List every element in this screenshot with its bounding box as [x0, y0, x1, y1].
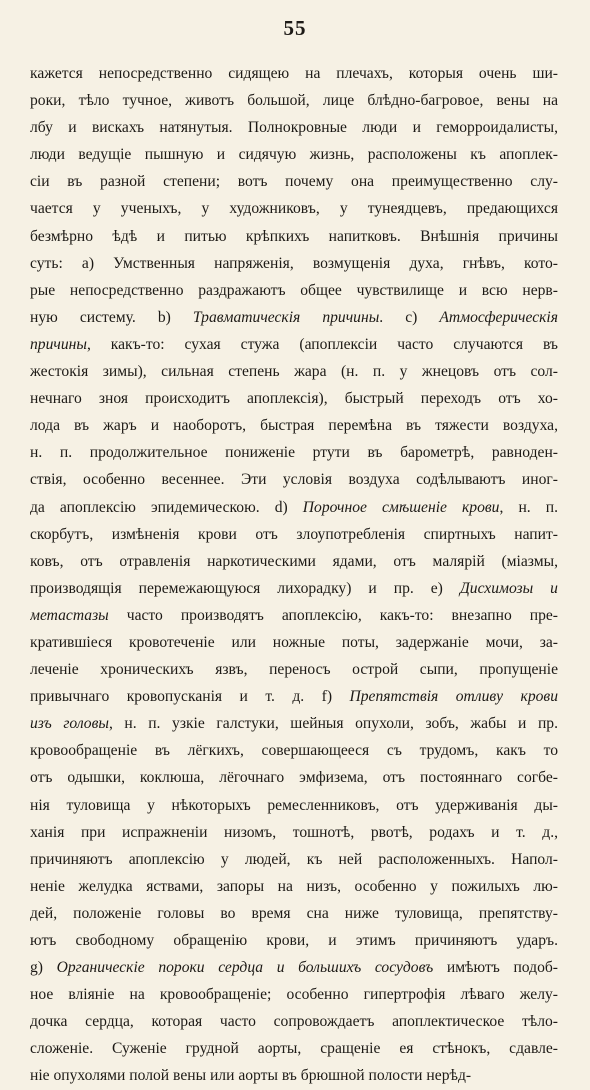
text-run: неніе желудка яствами, запоры на низъ, особенно у пожилыхъ лю- [30, 877, 558, 895]
italic-text: Травматическія причины [192, 308, 380, 326]
text-run: имѣютъ подоб- [433, 959, 558, 977]
italic-text: Порочное смѣшеніе крови [302, 498, 500, 516]
italic-text: метастазы [30, 606, 109, 624]
text-line [30, 1008, 558, 1035]
text-run: , н. п. узкіе галстуки, шейныя опухоли, зобъ, жабы и пр. [108, 715, 558, 733]
text-line [30, 792, 558, 819]
text-line [30, 331, 558, 358]
text-line [30, 358, 558, 385]
text-run: ніе опухолями полой вены или аорты въ брюшной полости нерѣд- [30, 1067, 472, 1085]
text-line [30, 494, 558, 521]
text-line [30, 304, 558, 331]
text-run: лбу и вискахъ натянутыя. Полнокровные люди и геморроидалисты, [30, 119, 558, 137]
text-line [30, 629, 558, 656]
text-line [30, 521, 558, 548]
text-run: кажется непосредственно сидящею на плечахъ, которыя очень ши- [30, 65, 558, 82]
text-line [30, 466, 558, 493]
text-run: рые непосредственно раздражаютъ общее чувствилище и всю нерв- [30, 281, 558, 299]
italic-text: Атмосферическія [439, 308, 558, 326]
body-text [30, 60, 558, 1090]
text-run: кратившіеся кровотеченіе или ножные поты, задержаніе мочи, за- [30, 633, 558, 651]
text-line [30, 548, 558, 575]
text-run: кровообращеніе въ лёгкихъ, совершающееся съ трудомъ, какъ то [30, 742, 558, 760]
text-run: нія туловища у нѣкоторыхъ ремесленниковъ, отъ удерживанія ды- [30, 796, 558, 814]
text-run: люди ведущіе пышную и сидячую жизнь, расположены къ апоплек- [30, 146, 558, 164]
text-run: g) [30, 959, 57, 977]
text-line [30, 737, 558, 764]
text-line [30, 277, 558, 304]
text-line [30, 1062, 558, 1089]
text-run: часто производятъ апоплексію, какъ-то: внезапно пре- [108, 606, 558, 624]
text-line [30, 683, 558, 710]
text-line [30, 168, 558, 195]
text-run: да апоплексію эпидемическою. d) [30, 498, 303, 516]
text-line [30, 954, 558, 981]
text-line [30, 602, 558, 629]
text-run: производящія перемежающуюся лихорадку) и пр. e) [30, 579, 460, 597]
text-run: ютъ свободному обращенію крови, и этимъ причиняютъ ударъ. [30, 932, 558, 949]
text-line [30, 250, 558, 277]
text-line [30, 114, 558, 141]
text-run: ную систему. b) [30, 308, 193, 326]
text-run: роки, тѣло тучное, животъ большой, лице блѣдно-багровое, вены на [30, 92, 558, 110]
text-line [30, 981, 558, 1008]
text-run: скорбутъ, измѣненія крови отъ злоупотребленія спиртныхъ напит- [30, 525, 558, 543]
text-run: суть: a) Умственныя напряженія, возмущенія духа, гнѣвъ, кото- [30, 254, 558, 272]
italic-text: Препятствія отливу крови [349, 688, 558, 706]
text-run: причиняютъ апоплексію у людей, къ ней расположенныхъ. Напол- [30, 850, 558, 868]
text-run: дочка сердца, которая часто сопровождаетъ апоплектическое тѣло- [30, 1013, 558, 1031]
text-line [30, 195, 558, 222]
text-run: безмѣрно ѣдѣ и питью крѣпкихъ напитковъ. Внѣшнія причины [30, 227, 558, 245]
text-line [30, 575, 558, 602]
text-run: жестокія зимы), сильная степень жара (н. п. у жнецовъ отъ сол- [30, 363, 558, 381]
text-line [30, 764, 558, 791]
page-number: 55 [283, 16, 307, 40]
text-line [30, 412, 558, 439]
text-line [30, 87, 558, 114]
text-line [30, 927, 558, 954]
text-run: сложеніе. Суженіе грудной аорты, сращеніе ея стѣнокъ, сдавле- [30, 1040, 558, 1058]
text-run: дей, положеніе головы во время сна ниже туловища, препятству- [30, 904, 558, 922]
text-line [30, 141, 558, 168]
text-run: ствія, особенно весеннее. Эти условія воздуха содѣлываютъ иног- [30, 471, 558, 489]
text-line [30, 900, 558, 927]
text-line [30, 819, 558, 846]
text-run: ковъ, отъ отравленія наркотическими ядами, отъ малярій (міазмы, [30, 552, 558, 570]
text-line [30, 223, 558, 250]
text-line [30, 60, 558, 87]
text-line [30, 439, 558, 466]
text-run: , какъ-то: сухая стужа (апоплексіи часто случаются въ [86, 335, 558, 353]
text-run: отъ одышки, коклюша, лёгочнаго эмфизема, отъ постояннаго согбе- [30, 769, 558, 787]
italic-text: Органическіе пороки сердца и большихъ сосудовъ [56, 959, 434, 977]
text-run: . c) [379, 308, 440, 326]
text-run: леченіе хроническихъ язвъ, переносъ острой сыпи, пропущеніе [30, 661, 558, 679]
text-run: лода въ жаръ и наоборотъ, быстрая перемѣна въ тяжести воздуха, [30, 417, 558, 435]
text-line [30, 656, 558, 683]
text-run: ное вліяніе на кровообращеніе; особенно гипертрофія лѣваго желу- [30, 986, 558, 1004]
text-run: , н. п. [499, 498, 558, 516]
text-run: привычнаго кровопусканія и т. д. f) [30, 688, 350, 706]
italic-text: изъ головы [30, 715, 109, 733]
text-run: чается у ученыхъ, у художниковъ, у тунеядцевъ, предающихся [30, 200, 558, 218]
text-line [30, 385, 558, 412]
text-line [30, 710, 558, 737]
text-run: нечнаго зноя происходитъ апоплексія), быстрый переходъ отъ хо- [30, 390, 558, 408]
text-run: н. п. продолжительное пониженіе ртути въ барометрѣ, равноден- [30, 444, 558, 462]
text-run: ханія при испражненіи низомъ, тошнотѣ, рвотѣ, родахъ и т. д., [30, 823, 558, 841]
text-line [30, 1035, 558, 1062]
text-line [30, 873, 558, 900]
italic-text: причины [30, 335, 87, 353]
italic-text: Дисхимозы и [459, 579, 558, 597]
text-line [30, 846, 558, 873]
text-run: сіи въ разной степени; вотъ почему она преимущественно слу- [30, 173, 558, 191]
